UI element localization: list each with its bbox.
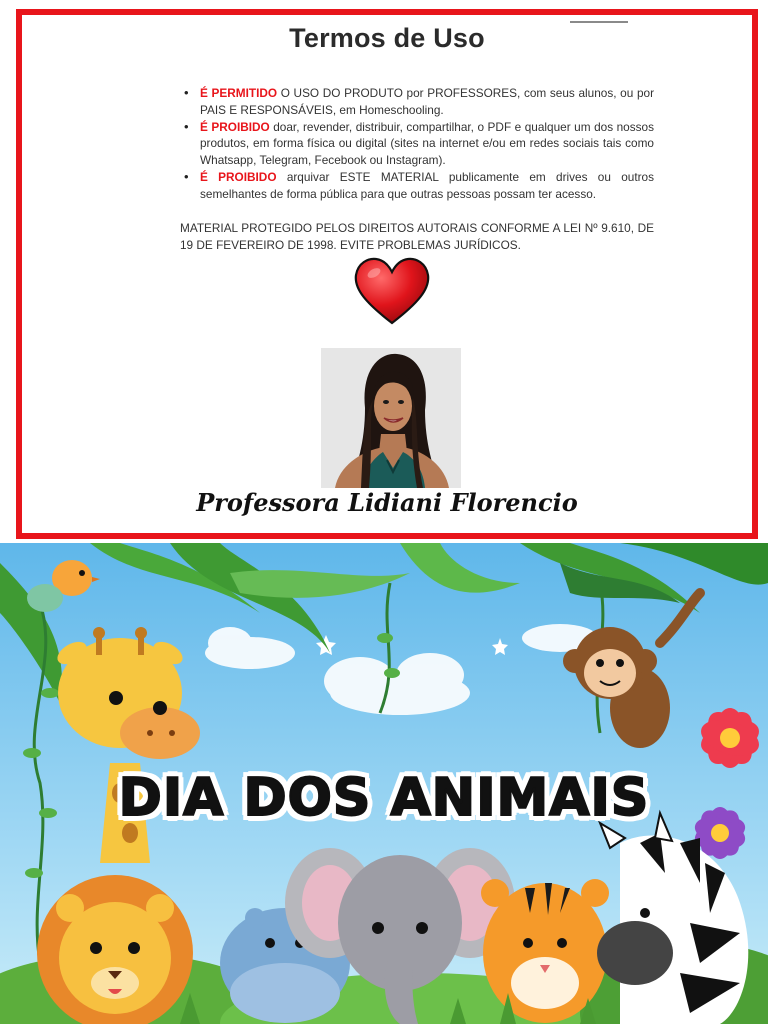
rules-list	[180, 85, 654, 203]
rule-label: É PROIBIDO	[200, 169, 277, 184]
signature: Professora Lidiani Florencio	[196, 488, 578, 517]
bullet-icon: •	[184, 118, 189, 134]
list-item	[180, 85, 654, 119]
rule-text: arquivar ESTE MATERIAL publicamente em drives ou outros semelhantes de forma pública para que outras pessoas possam ter acesso.	[200, 169, 654, 201]
list-item	[180, 169, 654, 203]
author-photo	[321, 348, 461, 488]
lion	[37, 875, 193, 1024]
rule-label: É PERMITIDO	[200, 86, 278, 100]
heart-icon	[352, 255, 432, 327]
bullet-icon: •	[184, 85, 189, 100]
page-title: Termos de Uso	[289, 23, 485, 53]
rule-label: É PROIBIDO	[200, 119, 270, 134]
rule-text: O USO DO PRODUTO por PROFESSORES, com seus alunos, ou por PAIS E RESPONSÁVEIS, em Homeschooling.	[200, 86, 654, 117]
list-item	[180, 119, 654, 169]
terms-page	[16, 9, 758, 539]
cover-title: DIA DOS ANIMAIS	[118, 768, 650, 828]
copyright-notice: MATERIAL PROTEGIDO PELOS DIREITOS AUTORAIS CONFORME A LEI Nº 9.610, DE 19 DE FEVEREIRO DE 1998. EVITE PROBLEMAS JURÍDICOS.	[180, 221, 654, 252]
bullet-icon: •	[184, 168, 189, 184]
cover-page	[0, 543, 768, 1024]
rule-text: doar, revender, distribuir, compartilhar, o PDF e qualquer um dos nossos produtos, em forma física ou digital (sites na internet e/ou em redes sociais tais como Whatsapp, Telegram, Fecebook ou Instagram).	[200, 119, 654, 168]
